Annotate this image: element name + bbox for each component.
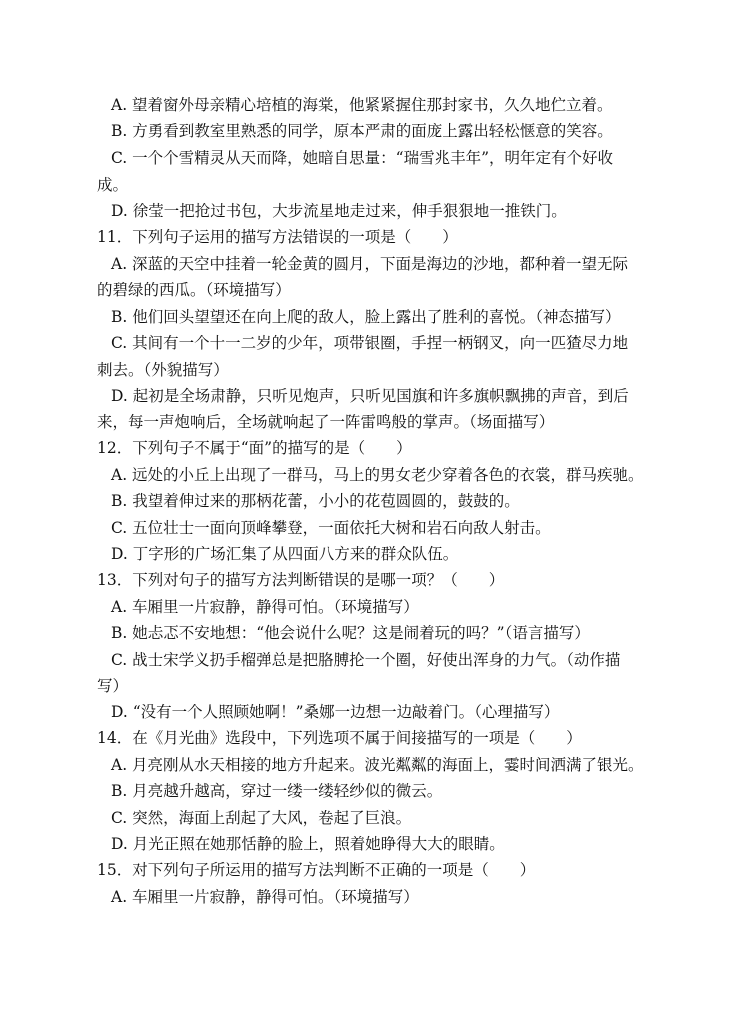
option-d-line: D. 徐莹一把抢过书包，大步流星地走过来，伸手狠狠地一推铁门。 <box>111 202 567 220</box>
q11-option-c-continuation: 刺去。（外貌描写） <box>97 361 229 379</box>
option-a-line: A. 望着窗外母亲精心培植的海棠，他紧紧握住那封家书，久久地伫立着。 <box>111 96 613 114</box>
q12-option-a: A. 远处的小丘上出现了一群马，马上的男女老少穿着各色的衣裳，群马疾驰。 <box>111 466 644 484</box>
question-12: 12．下列句子不属于“面”的描写的是（ ） <box>97 439 412 457</box>
q15-option-a: A. 车厢里一片寂静，静得可怕。（环境描写） <box>111 888 419 906</box>
q13-option-a: A. 车厢里一片寂静，静得可怕。（环境描写） <box>111 598 419 616</box>
q13-option-b: B. 她忐忑不安地想：“他会说什么呢？这是闹着玩的吗？”（语言描写） <box>111 624 590 642</box>
option-c-line: C. 一个个雪精灵从天而降，她暗自思量：“瑞雪兆丰年”，明年定有个好收 <box>111 149 614 167</box>
q11-option-c: C. 其间有一个十一二岁的少年，项带银圈，手捏一柄钢叉，向一匹猹尽力地 <box>111 334 629 352</box>
q11-option-b: B. 他们回头望望还在向上爬的敌人，脸上露出了胜利的喜悦。（神态描写） <box>111 308 621 326</box>
question-15: 15．对下列句子所运用的描写方法判断不正确的一项是（ ） <box>97 861 536 879</box>
option-b-line: B. 方勇看到教室里熟悉的同学，原本严肃的面庞上露出轻松惬意的笑容。 <box>111 122 613 140</box>
q11-option-a: A. 深蓝的天空中挂着一轮金黄的圆月，下面是海边的沙地，都种着一望无际 <box>111 255 629 273</box>
q12-option-c: C. 五位壮士一面向顶峰攀登，一面依托大树和岩石向敌人射击。 <box>111 519 551 537</box>
q11-option-a-continuation: 的碧绿的西瓜。（环境描写） <box>97 281 291 299</box>
q14-option-d: D. 月光正照在她那恬静的脸上，照着她睁得大大的眼睛。 <box>111 835 505 853</box>
question-11: 11．下列句子运用的描写方法错误的一项是（ ） <box>97 228 458 246</box>
q11-option-d-continuation: 来，每一声炮响后，全场就响起了一阵雷鸣般的掌声。（场面描写） <box>97 413 555 431</box>
q11-option-d: D. 起初是全场肃静，只听见炮声，只听见国旗和许多旗帜飘拂的声音，到后 <box>111 387 629 405</box>
option-c-continuation: 成。 <box>97 176 129 194</box>
q12-option-d: D. 丁字形的广场汇集了从四面八方来的群众队伍。 <box>111 545 459 563</box>
q14-option-b: B. 月亮越升越高，穿过一缕一缕轻纱似的微云。 <box>111 782 443 800</box>
q14-option-a: A. 月亮刚从水天相接的地方升起来。波光粼粼的海面上，霎时间洒满了银光。 <box>111 756 644 774</box>
q13-option-c-continuation: 写） <box>97 677 129 695</box>
q13-option-c: C. 战士宋学义扔手榴弹总是把胳膊抡一个圈，好使出浑身的力气。（动作描 <box>111 651 621 669</box>
q14-option-c: C. 突然，海面上刮起了大风，卷起了巨浪。 <box>111 809 412 827</box>
question-14: 14．在《月光曲》选段中，下列选项不属于间接描写的一项是（ ） <box>97 729 582 747</box>
q12-option-b: B. 我望着伸过来的那柄花蕾，小小的花苞圆圆的，鼓鼓的。 <box>111 492 520 510</box>
question-13: 13．下列对句子的描写方法判断错误的是哪一项？（ ） <box>97 571 505 589</box>
q13-option-d: D. “没有一个人照顾她啊！”桑娜一边想一边敲着门。（心理描写） <box>111 703 560 721</box>
